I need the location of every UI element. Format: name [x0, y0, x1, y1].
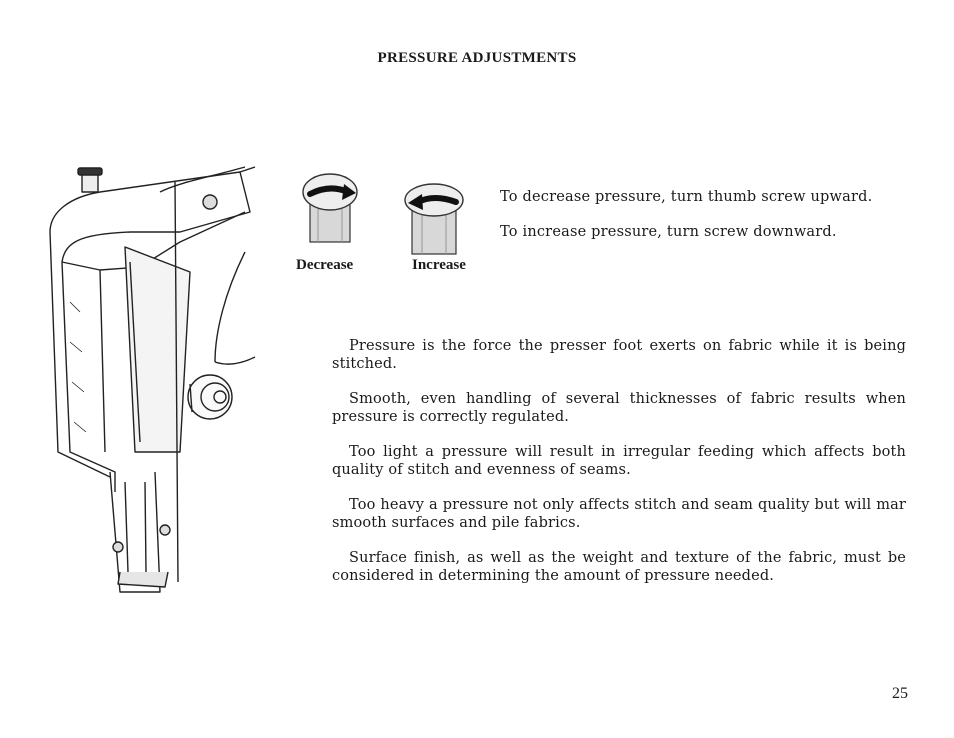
- decrease-knob-icon: [300, 170, 360, 245]
- paragraph: Smooth, even handling of several thicknesses of fabric results when pressure is correctly regulated.: [332, 391, 906, 425]
- increase-instruction: To increase pressure, turn screw downward.: [500, 224, 837, 240]
- page-title: PRESSURE ADJUSTMENTS: [377, 50, 577, 66]
- paragraph: Pressure is the force the presser foot exerts on fabric while it is being stitched.: [332, 338, 906, 372]
- paragraph: Too heavy a pressure not only affects stitch and seam quality but will mar smooth surfaces and pile fabrics.: [332, 497, 906, 531]
- sewing-machine-illustration: [40, 152, 270, 612]
- paragraph: Too light a pressure will result in irregular feeding which affects both quality of stitch and evenness of seams.: [332, 444, 906, 478]
- page-number: 25: [892, 685, 908, 702]
- decrease-instruction: To decrease pressure, turn thumb screw upward.: [500, 189, 873, 205]
- paragraph: Surface finish, as well as the weight and texture of the fabric, must be considered in determining the amount of pressure needed.: [332, 550, 906, 584]
- body-text: [332, 337, 906, 602]
- increase-knob-icon: [402, 182, 466, 257]
- decrease-label: Decrease: [296, 257, 354, 273]
- increase-label: Increase: [412, 257, 466, 273]
